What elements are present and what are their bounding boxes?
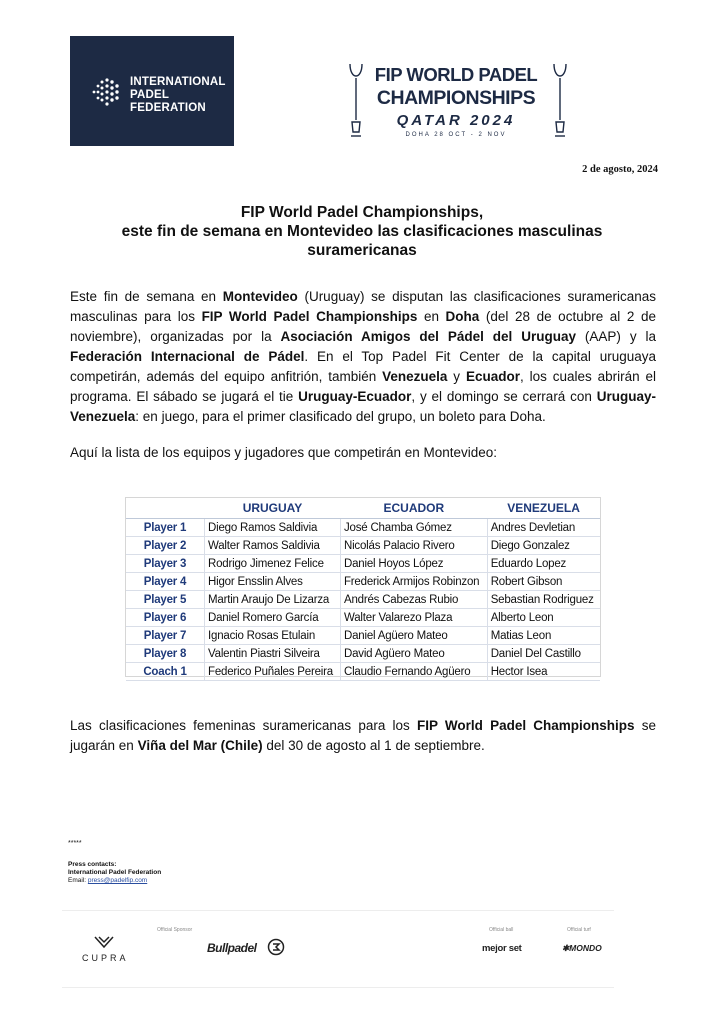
table-cell: Daniel Romero García	[205, 609, 341, 627]
table-cell: Federico Puñales Pereira	[205, 663, 341, 681]
bullpadel-emblem-icon	[267, 938, 285, 956]
ipf-logo-text	[130, 76, 226, 115]
fip-logo-line2: CHAMPIONSHIPS	[376, 87, 536, 109]
text-run: en	[417, 309, 446, 324]
table-cell: Rodrigo Jimenez Felice	[205, 555, 341, 573]
womens-qualifiers-paragraph	[70, 716, 656, 756]
table-cell: David Agüero Mateo	[340, 645, 487, 663]
press-org: International Padel Federation	[68, 869, 162, 876]
table-cell: Valentin Piastri Silveira	[205, 645, 341, 663]
table-row	[126, 591, 600, 609]
mejorset-logo: mejor set	[482, 943, 522, 954]
bold-run: Doha	[445, 309, 480, 324]
fip-logo-line3: QATAR 2024	[396, 112, 516, 129]
fip-championships-logo	[347, 60, 569, 148]
text-run: (AAP) y la	[575, 329, 656, 344]
text-run: Este fin de semana en	[70, 289, 223, 304]
trophy-right-icon	[551, 60, 569, 148]
table-cell: Claudio Fernando Agüero	[340, 663, 487, 681]
ipf-logo-line: INTERNATIONAL	[130, 76, 226, 88]
fip-logo-line1: FIP WORLD PADEL	[374, 64, 538, 85]
press-contacts	[68, 861, 161, 885]
table-cell: Daniel Del Castillo	[487, 645, 600, 663]
table-row-header: Player 7	[126, 627, 205, 645]
bold-run: Uruguay-Ecuador	[298, 389, 412, 404]
table-row	[126, 573, 600, 591]
fip-logo-line4: DOHA 28 OCT - 2 NOV	[405, 132, 507, 138]
table-row-header: Player 4	[126, 573, 205, 591]
table-cell: Martin Araujo De Lizarza	[205, 591, 341, 609]
official-turf-label: Official turf	[567, 927, 591, 933]
table-cell: Ignacio Rosas Etulain	[205, 627, 341, 645]
text-run: del 30 de agosto al 1 de septiembre.	[262, 738, 485, 753]
table-header-row	[126, 498, 600, 519]
text-run: : en juego, para el primer clasificado del grupo, un boleto para Doha.	[135, 409, 546, 424]
table-cell: Sebastian Rodriguez	[487, 591, 600, 609]
table-cell: Hector Isea	[487, 663, 600, 681]
headline-line: suramericanas	[307, 242, 417, 259]
press-label: Press contacts:	[68, 861, 117, 868]
email-label: Email:	[68, 877, 88, 884]
headline-line: este fin de semana en Montevideo las clasificaciones masculinas	[121, 223, 603, 240]
table-cell: Diego Gonzalez	[487, 537, 600, 555]
bold-run: FIP World Padel Championships	[416, 718, 635, 733]
table-cell: Walter Ramos Saldivia	[205, 537, 341, 555]
table-body	[126, 519, 600, 681]
table-header-venezuela: VENEZUELA	[487, 498, 600, 519]
official-ball-label: Official ball	[489, 927, 514, 933]
cupra-logo: CUPRA	[82, 953, 129, 963]
text-run: y	[447, 369, 466, 384]
table-row-header: Player 6	[126, 609, 205, 627]
table-row-header: Player 3	[126, 555, 205, 573]
bold-run: Ecuador	[465, 369, 520, 384]
table-cell: Nicolás Palacio Rivero	[340, 537, 487, 555]
table-header-ecuador: ECUADOR	[340, 498, 487, 519]
press-email-line	[68, 877, 161, 885]
table-row	[126, 537, 600, 555]
ipf-dots-icon	[88, 74, 124, 110]
table-header-uruguay: URUGUAY	[205, 498, 341, 519]
headline-line: FIP World Padel Championships,	[240, 204, 484, 221]
ipf-logo-line: PADEL	[130, 89, 170, 101]
bold-run: Asociación Amigos del Pádel del Uruguay	[280, 329, 576, 344]
text-run: (del 28 de octubre al 2 de noviembre), organizadas por la	[70, 309, 656, 344]
table-cell: Matias Leon	[487, 627, 600, 645]
table-cell: Andres Devletian	[487, 519, 600, 537]
table-row	[126, 519, 600, 537]
table-cell: Frederick Armijos Robinzon	[340, 573, 487, 591]
table-intro-paragraph: Aquí la lista de los equipos y jugadores que competirán en Montevideo:	[70, 445, 498, 460]
cupra-emblem-icon	[93, 935, 115, 949]
text-run: , los cuales abrirán el programa. El sábado se jugará el tie	[70, 369, 656, 404]
text-run: , y el domingo se cerrará con	[411, 389, 597, 404]
table-row	[126, 627, 600, 645]
bold-run: Federación Internacional de Pádel	[70, 349, 305, 364]
text-run: (Uruguay) se disputan las clasificaciones suramericanas masculinas para los	[70, 289, 656, 324]
ipf-logo-line: FEDERATION	[130, 102, 206, 114]
table-row-header: Player 8	[126, 645, 205, 663]
table-cell: Daniel Agüero Mateo	[340, 627, 487, 645]
bold-run: Viña del Mar (Chile)	[137, 738, 263, 753]
bold-run: FIP World Padel Championships	[201, 309, 418, 324]
players-table	[126, 498, 600, 681]
bold-run: Montevideo	[222, 289, 298, 304]
mondo-logo-text: MONDO	[569, 943, 602, 953]
mondo-logo: ✱MONDO	[562, 943, 602, 953]
official-sponsor-label: Official Sponsor	[157, 927, 193, 933]
text-run: Las clasificaciones femeninas suramericanas para los	[70, 718, 417, 733]
table-cell: Higor Ensslin Alves	[205, 573, 341, 591]
text-run: se jugarán en	[70, 718, 657, 753]
ipf-logo	[70, 36, 234, 146]
email-link[interactable]: press@padelfip.com	[87, 877, 148, 884]
table-cell: Andrés Cabezas Rubio	[340, 591, 487, 609]
table-cell: José Chamba Gómez	[340, 519, 487, 537]
table-cell: Eduardo Lopez	[487, 555, 600, 573]
sponsor-strip	[62, 910, 614, 988]
table-row-header: Player 2	[126, 537, 205, 555]
bold-run: Uruguay-Venezuela	[70, 389, 656, 424]
table-cell: Diego Ramos Saldivia	[205, 519, 341, 537]
teams-table	[125, 497, 601, 677]
text-run: . En el Top Padel Fit Center de la capital uruguaya competirán, además del equipo anfitrión, también	[70, 349, 656, 384]
bold-run: Venezuela	[382, 369, 448, 384]
table-row	[126, 555, 600, 573]
table-header-blank	[126, 498, 205, 519]
table-row-header: Coach 1	[126, 663, 205, 681]
table-row	[126, 609, 600, 627]
intro-paragraph	[70, 287, 656, 427]
table-cell: Walter Valarezo Plaza	[340, 609, 487, 627]
table-row	[126, 645, 600, 663]
separator-stars: *****	[68, 840, 82, 847]
bullpadel-logo: Bullpadel	[207, 941, 257, 955]
table-cell: Daniel Hoyos López	[340, 555, 487, 573]
table-cell: Robert Gibson	[487, 573, 600, 591]
table-cell: Alberto Leon	[487, 609, 600, 627]
press-release-date: 2 de agosto, 2024	[582, 164, 658, 175]
table-row-header: Player 5	[126, 591, 205, 609]
table-row	[126, 663, 600, 681]
table-row-header: Player 1	[126, 519, 205, 537]
headline	[60, 203, 664, 260]
